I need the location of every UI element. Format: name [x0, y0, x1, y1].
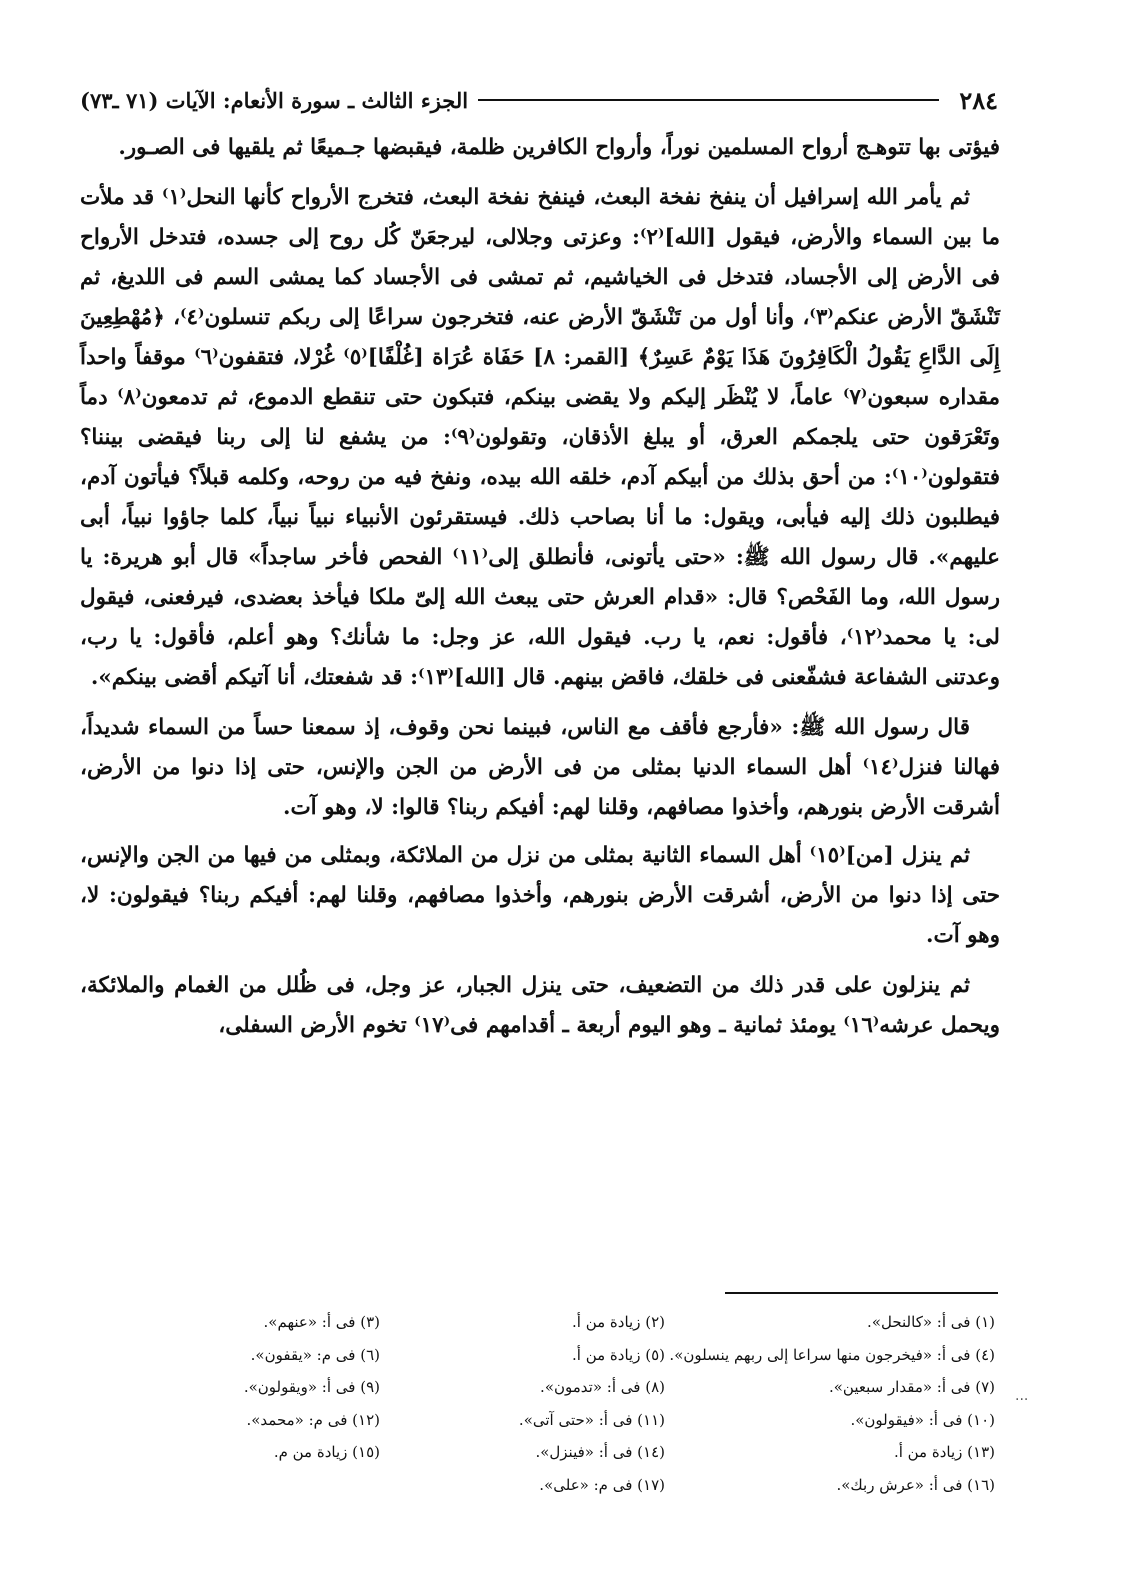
footnote: (١٧) فى م: «على».: [539, 1475, 665, 1494]
page-header: [80, 80, 998, 120]
footnote: (١٠) فى أ: «فيقولون».: [850, 1410, 995, 1429]
paragraph: ثم يأمر الله إسرافيل أن ينفخ نفخة البعث، فينفخ نفخة البعث، فتخرج الأرواح كأنها النحل⁽١⁾ قد ملأت ما بين السماء والأرض، فيقول [الله]⁽٢⁾: وعزتى وجلالى، ليرجعَنّ كُل روح إلى جسده، فتدخل الأرواح فى الأرض إلى الأجساد، فتدخل فى الخياشيم، ثم تمشى فى الأجساد كما يمشى السم فى اللديغ، ثم تَنْشَقّ الأرض عنكم⁽٣⁾، وأنا أول من تَنْشَقّ الأرض عنه، فتخرجون سراعًا إلى ربكم تنسلون⁽٤⁾، ﴿مُهْطِعِينَ إِلَى الدَّاعِ يَقُولُ الْكَافِرُونَ هَذَا يَوْمٌ عَسِرٌ﴾ [القمر: ٨] حَفَاة عُرَاة [غُلْفًا]⁽٥⁾ غُرْلا، فتقفون⁽٦⁾ موقفاً واحداً مقداره سبعون⁽٧⁾ عاماً، لا يُنْظَر إليكم ولا يقضى بينكم، فتبكون حتى تنقطع الدموع، ثم تدمعون⁽٨⁾ دماً وتَعْرَقون حتى يلجمكم العرق، أو يبلغ الأذقان، وتقولون⁽٩⁾: من يشفع لنا إلى ربنا فيقضى بيننا؟ فتقولون⁽١٠⁾: من أحق بذلك من أبيكم آدم، خلقه الله بيده، ونفخ فيه من روحه، وكلمه قبلاً؟ فيأتون آدم، فيطلبون ذلك إليه فيأبى، ويقول: ما أنا بصاحب ذلك. فيستقرئون الأنبياء نبياً نبياً، كلما جاؤوا نبياً، أبى عليهم». قال رسول الله ﷺ: «حتى يأتونى، فأنطلق إلى⁽١١⁾ الفحص فأخر ساجداً» قال أبو هريرة: يا رسول الله، وما الفَحْص؟ قال: «قدام العرش حتى يبعث الله إلىّ ملكا فيأخذ بعضدى، فيرفعنى، فيقول لى: يا محمد⁽١٢⁾، فأقول: نعم، يا رب. فيقول الله، عز وجل: ما شأنك؟ وهو أعلم، فأقول: يا رب، وعدتنى الشفاعة فشفّعنى فى خلقك، فاقض بينهم. قال [الله]⁽١٣⁾: قد شفعتك، أنا آتيكم أقضى بينكم».: [80, 185, 1001, 690]
footnote: (٩) فى أ: «ويقولون».: [243, 1378, 380, 1396]
footnote: (٥) زيادة من أ.: [572, 1345, 665, 1364]
footnote: (٢) زيادة من أ.: [572, 1313, 665, 1331]
header-rule: [478, 99, 939, 101]
footnote: (١٤) فى أ: «فينزل».: [535, 1443, 665, 1461]
paragraph: ثم ينزلون على قدر ذلك من التضعيف، حتى ينزل الجبار، عز وجل، فى ظُلل من الغمام والملائكة، ويحمل عرشه⁽١٦⁾ يومئذ ثمانية ـ وهو اليوم أربعة ـ أقدامهم فى⁽١٧⁾ تخوم الأرض السفلى،: [80, 973, 1000, 1038]
footnote: (١٢) فى م: «محمد».: [246, 1410, 380, 1429]
page-number: ٢٨٤: [959, 85, 998, 115]
running-title: الجزء الثالث ـ سورة الأنعام: الآيات (٧١ ـ٧٣): [80, 87, 469, 113]
margin-mark: ...: [1015, 1388, 1029, 1404]
footnote: (١٦) فى أ: «عرش ربك».: [836, 1475, 995, 1494]
footnote: (٦) فى م: «يقفون».: [250, 1345, 380, 1364]
footnote: (١٣) زيادة من أ.: [893, 1443, 995, 1461]
footnote: (٣) فى أ: «عنهم».: [263, 1313, 380, 1331]
paragraph: فيؤتى بها تتوهـج أرواح المسلمين نوراً، وأرواح الكافرين ظلمة، فيقبضها جـميعًا ثم يلقيها فى الصـور.: [118, 135, 1000, 160]
footnote: (١) فى أ: «كالنحل».: [867, 1313, 995, 1331]
footnote-separator: [725, 1292, 998, 1294]
main-text: [80, 128, 1000, 1054]
paragraph: قال رسول الله ﷺ: «فأرجع فأقف مع الناس، فبينما نحن وقوف، إذ سمعنا حساً من السماء شديداً، فهالنا فنزل⁽١٤⁾ أهل السماء الدنيا بمثلى من فى الأرض من الجن والإنس، حتى إذا دنوا من الأرض، أشرقت الأرض بنورهم، وأخذوا مصافهم، وقلنا لهم: أفيكم ربنا؟ قالوا: لا، وهو آت.: [80, 715, 1000, 820]
footnote: (١٥) زيادة من م.: [273, 1443, 380, 1461]
footnote: (٧) فى أ: «مقدار سبعين».: [828, 1378, 995, 1396]
footnote: [95, 1470, 380, 1501]
footnotes: [95, 1307, 995, 1500]
footnote: (١١) فى أ: «حتى آتى».: [518, 1410, 665, 1429]
footnote: (٨) فى أ: «تدمون».: [540, 1378, 665, 1396]
footnote: (٤) فى أ: «فيخرجون منها سراعا إلى ربهم ينسلون».: [669, 1345, 995, 1364]
paragraph: ثم ينزل [من]⁽١٥⁾ أهل السماء الثانية بمثلى من نزل من الملائكة، وبمثلى من فيها من الجن والإنس، حتى إذا دنوا من الأرض، أشرقت الأرض بنورهم، وأخذوا مصافهم، وقلنا لهم: أفيكم ربنا؟ فيقولون: لا، وهو آت.: [80, 843, 1000, 948]
